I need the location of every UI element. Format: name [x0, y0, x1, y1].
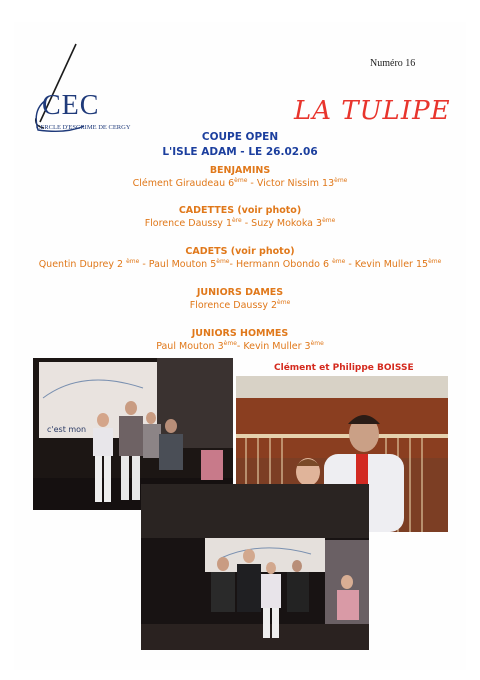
- category-results: [0, 259, 480, 270]
- category-results: [0, 300, 480, 311]
- result-text: - Kevin Muller 15: [345, 259, 429, 270]
- category-heading: JUNIORS HOMMES: [191, 328, 289, 339]
- rank-suffix: ème: [334, 177, 348, 184]
- banner-text: c'est mon: [47, 425, 87, 434]
- category-heading: CADETS (voir photo): [185, 246, 295, 257]
- rank-suffix: ème: [216, 258, 230, 265]
- result-text: - Kevin Muller 3: [236, 341, 311, 352]
- logo-fullname: CERCLE D'ESCRIME DE CERGY: [36, 124, 131, 131]
- event-title: COUPE OPEN: [201, 131, 279, 143]
- category-heading: BENJAMINS: [209, 165, 271, 176]
- photo-caption: Clément et Philippe BOISSE: [274, 363, 414, 373]
- event-place-date: L'ISLE ADAM - LE 26.02.06: [162, 146, 318, 158]
- result-text: Paul Mouton 3: [156, 341, 224, 352]
- issue-number: Numéro 16: [370, 58, 416, 69]
- rank-suffix: ème: [322, 217, 336, 224]
- newsletter-title: LA TULIPE: [294, 96, 451, 126]
- rank-suffix: ème: [428, 258, 442, 265]
- result-text: - Hermann Obondo 6: [229, 259, 333, 270]
- result-text: - Suzy Mokoka 3: [241, 218, 323, 229]
- rank-suffix: ème: [332, 258, 346, 265]
- result-text: Florence Daussy 2: [189, 300, 278, 311]
- rank-suffix: ème: [310, 340, 324, 347]
- category-results: [0, 178, 480, 189]
- category-heading: JUNIORS DAMES: [196, 287, 284, 298]
- rank-suffix: ème: [223, 340, 237, 347]
- rank-suffix: ère: [232, 217, 242, 224]
- result-text: Florence Daussy 1: [144, 218, 232, 229]
- podium-photo-2: [141, 484, 369, 650]
- result-text: Quentin Duprey 2: [38, 259, 127, 270]
- category-results: [0, 341, 480, 352]
- rank-suffix: ème: [126, 258, 140, 265]
- result-text: - Victor Nissim 13: [247, 178, 335, 189]
- rank-suffix: ème: [277, 299, 291, 306]
- logo-abbr: CEC: [42, 90, 100, 121]
- category-heading: CADETTES (voir photo): [178, 205, 302, 216]
- rank-suffix: ème: [234, 177, 248, 184]
- category-results: [0, 218, 480, 229]
- result-text: Clément Giraudeau 6: [132, 178, 235, 189]
- result-text: - Paul Mouton 5: [139, 259, 217, 270]
